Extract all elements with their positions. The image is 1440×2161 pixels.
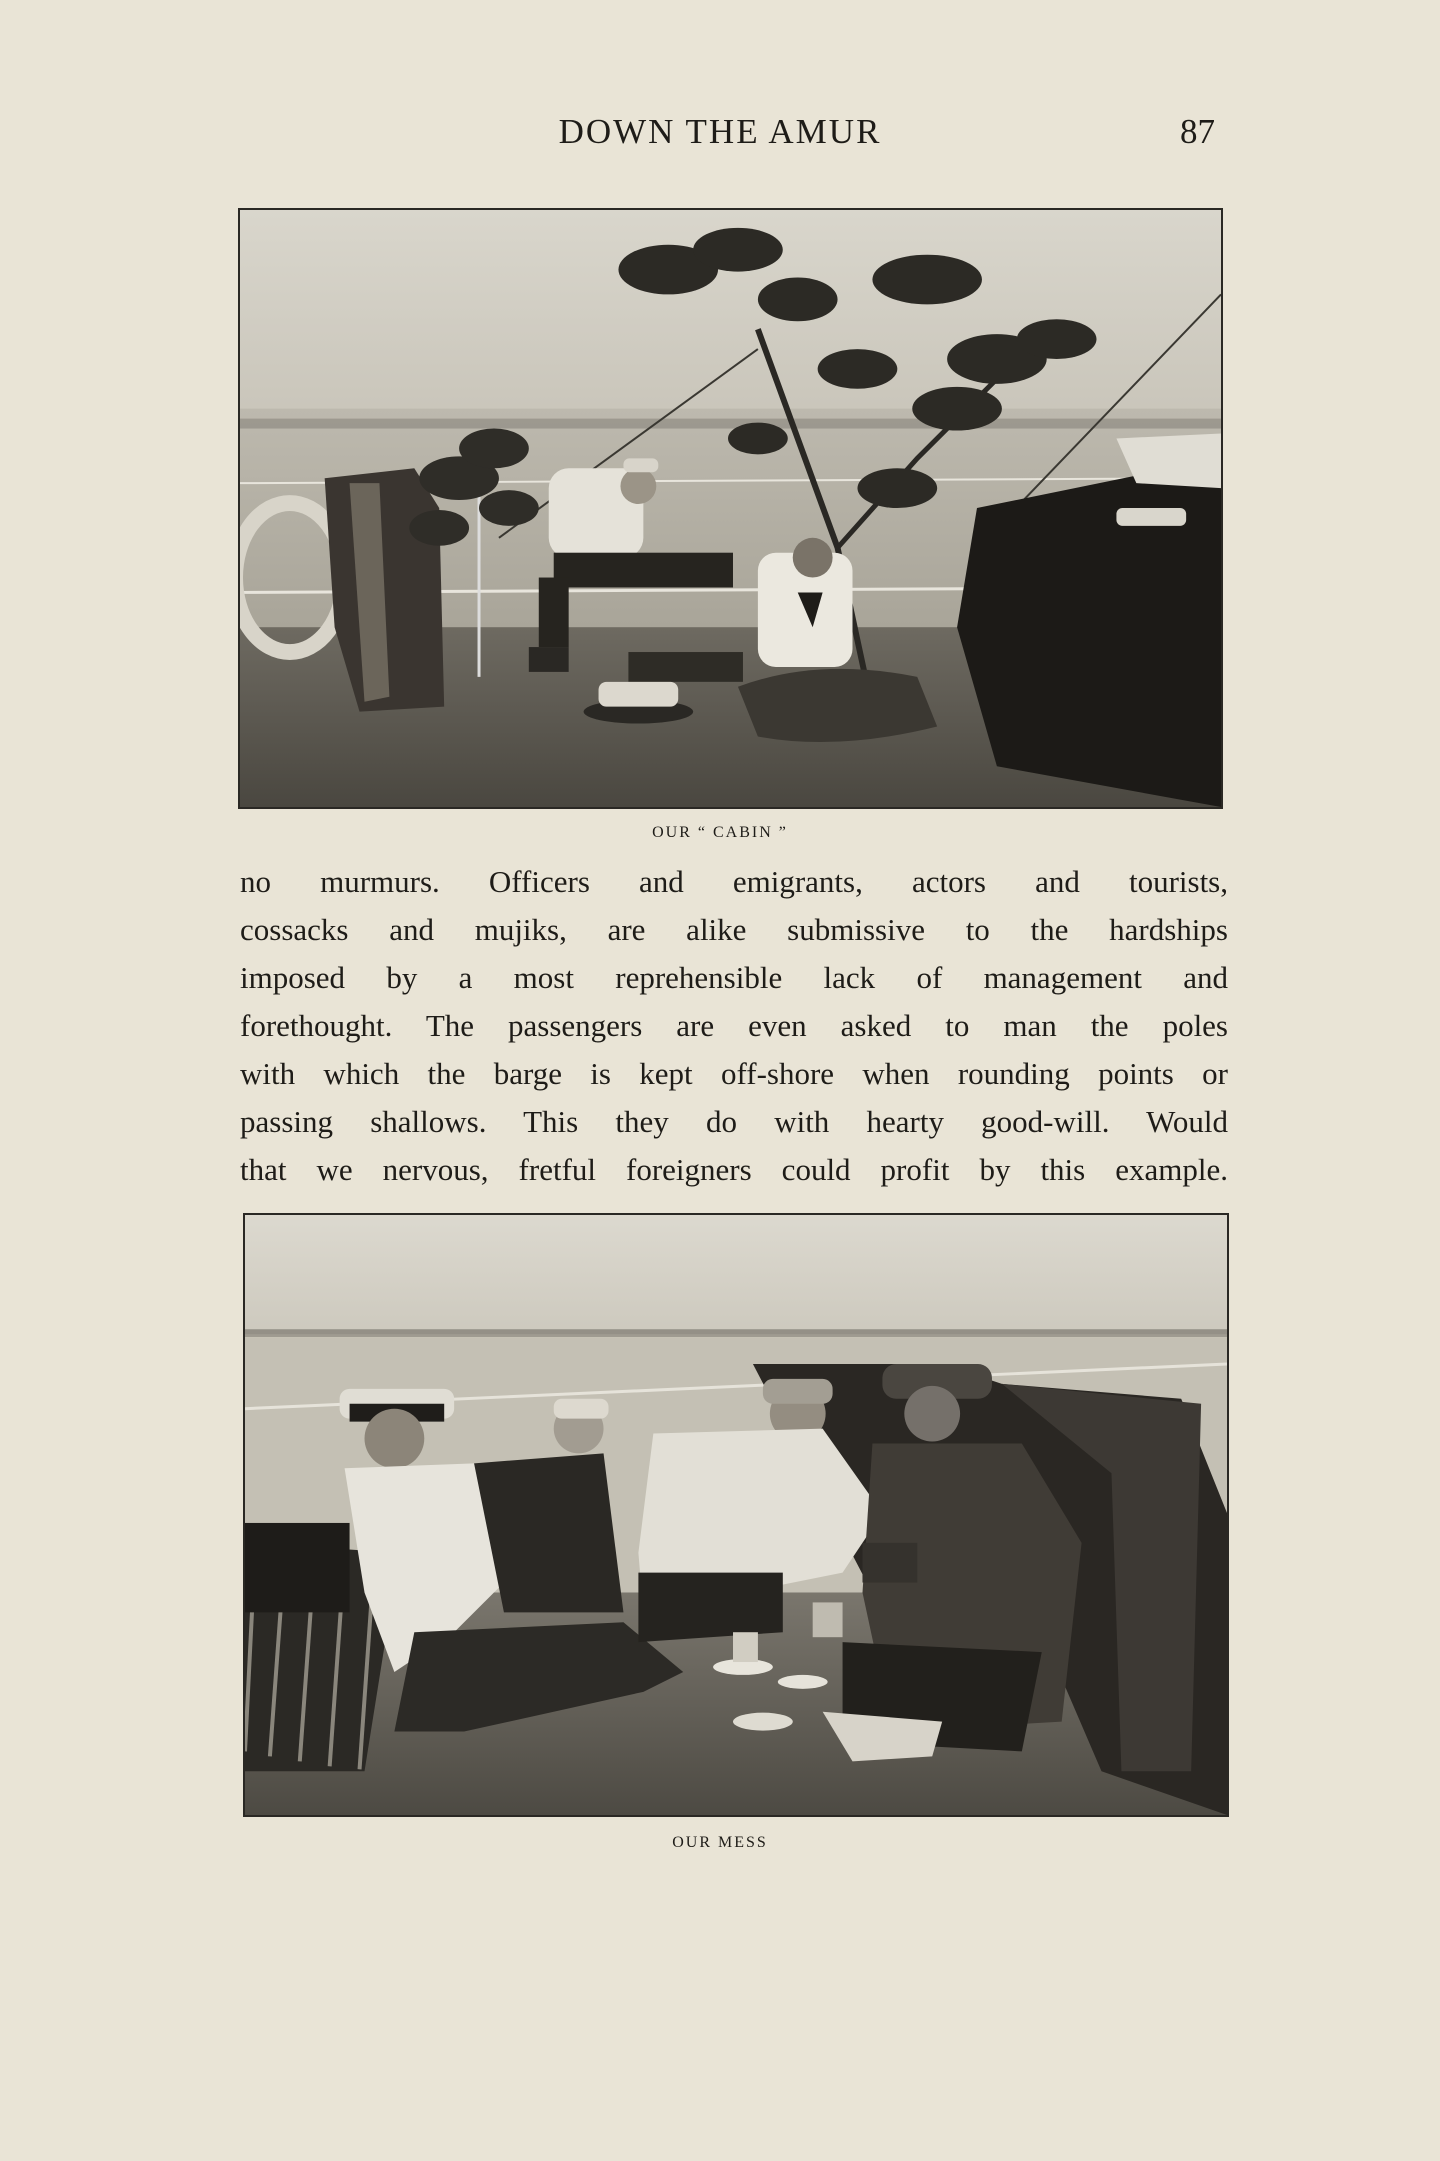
page-number: 87 bbox=[1180, 112, 1215, 151]
photo-our-cabin bbox=[238, 208, 1223, 809]
text-line: no murmurs. Officers and emigrants, actors and tourists, bbox=[240, 864, 1228, 899]
running-title: DOWN THE AMUR bbox=[558, 112, 882, 151]
text-line: forethought. The passengers are even asked to man the poles bbox=[240, 1008, 1228, 1043]
body-paragraph bbox=[240, 858, 1228, 1194]
caption-our-mess: OUR MESS bbox=[672, 1834, 768, 1851]
text-line: imposed by a most reprehensible lack of management and bbox=[240, 960, 1228, 995]
text-line: cossacks and mujiks, are alike submissive to the hardships bbox=[240, 912, 1228, 947]
caption-our-cabin: OUR “ CABIN ” bbox=[652, 824, 788, 841]
text-line: passing shallows. This they do with hearty good-will. Would bbox=[240, 1104, 1228, 1139]
photo-our-mess-image bbox=[245, 1215, 1227, 1815]
text-line: with which the barge is kept off-shore when rounding points or bbox=[240, 1056, 1228, 1091]
photo-our-mess bbox=[243, 1213, 1229, 1817]
text-line: that we nervous, fretful foreigners could profit by this example. bbox=[240, 1152, 1228, 1187]
photo-our-cabin-image bbox=[240, 210, 1221, 807]
